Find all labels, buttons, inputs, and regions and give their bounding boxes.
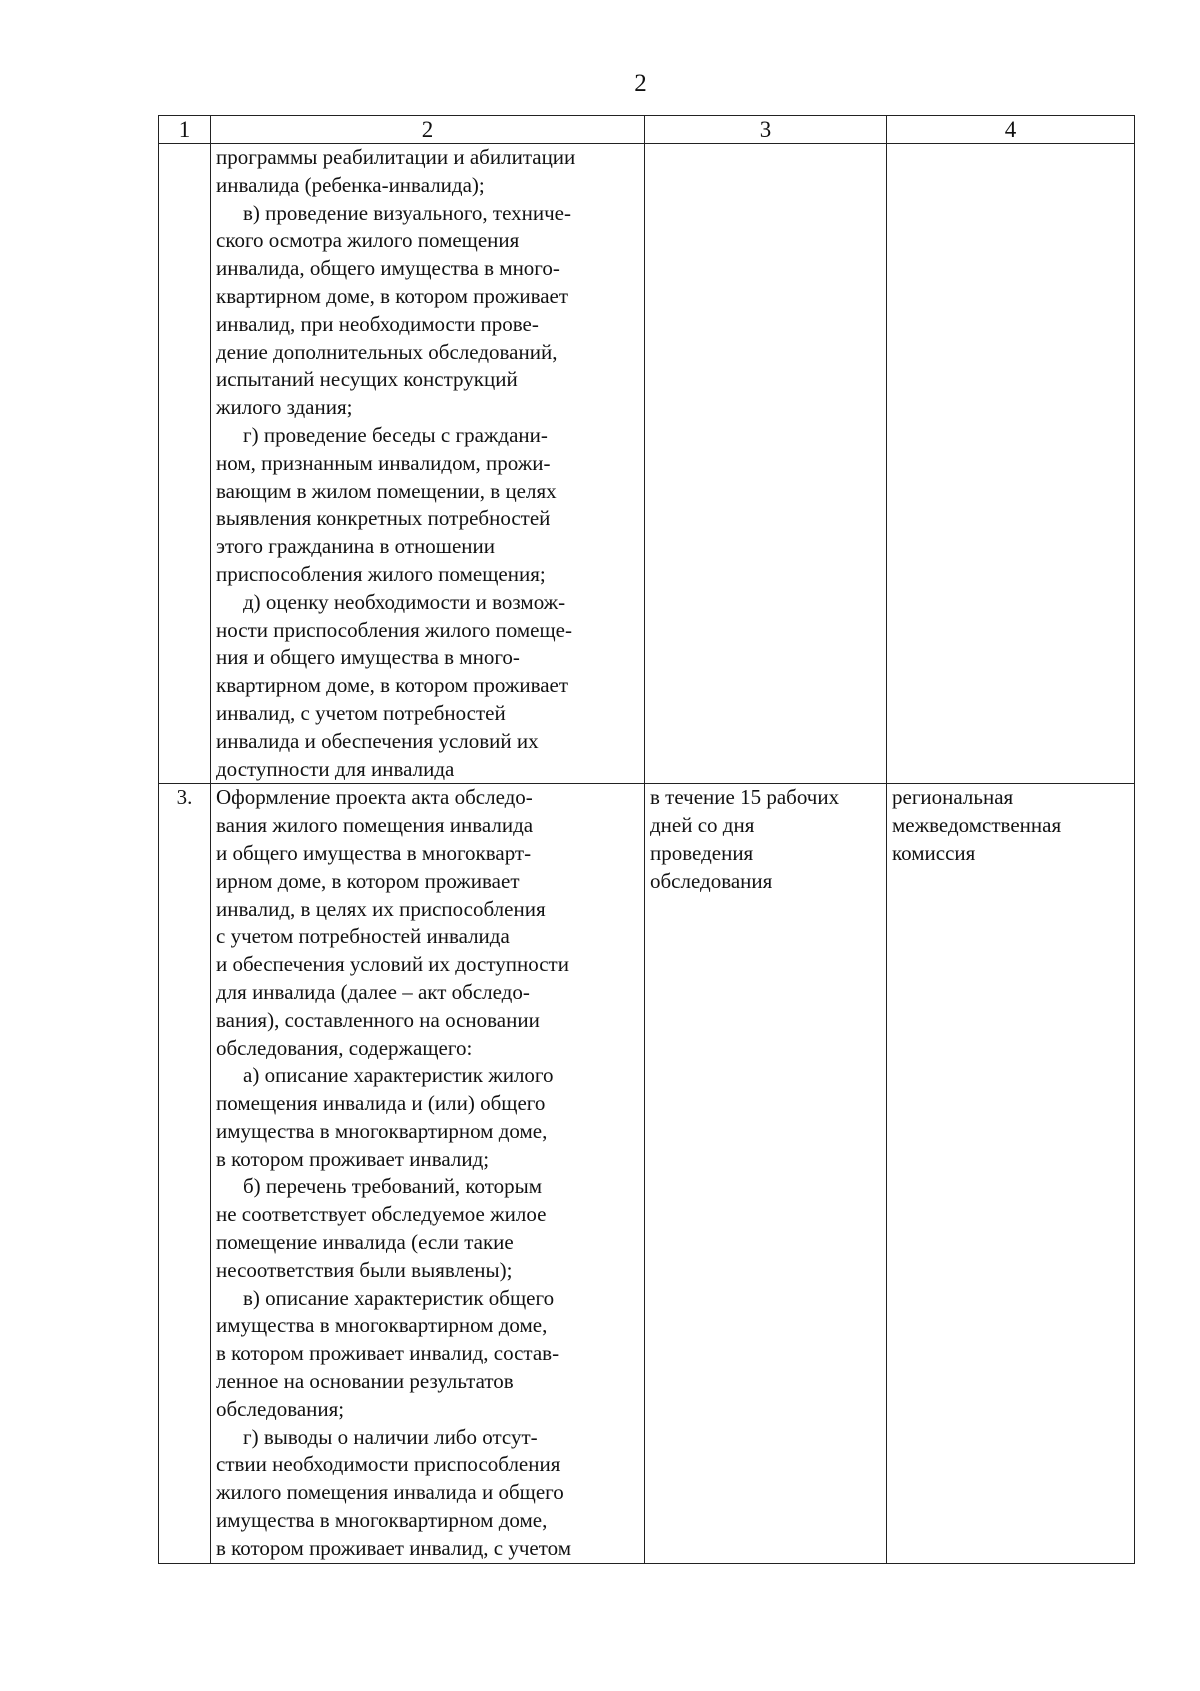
action-description [211,784,645,1563]
text-line: в) проведение визуального, техниче- [243,200,571,225]
header-col-2: 2 [211,116,645,144]
text-line: д) оценку необходимости и возмож- [243,589,566,614]
text-line: г) проведение беседы с граждани- [243,422,548,447]
header-col-4: 4 [887,116,1135,144]
text-line: г) выводы о наличии либо отсут- [243,1424,538,1449]
deadline-line: проведения [650,840,754,865]
text-line: ствии необходимости приспособления [216,1452,561,1477]
text-line: инвалида и обеспечения условий их [216,728,539,753]
action-description [211,144,645,784]
text-line: инвалида, общего имущества в много- [216,256,560,281]
deadline-cell [645,144,887,784]
text-line: Оформление проекта акта обследо- [216,785,533,810]
deadline-cell [645,784,887,1563]
text-line: ния и общего имущества в много- [216,645,520,670]
text-line: не соответствует обследуемое жилое [216,1202,547,1227]
row-number [159,144,211,784]
procedure-table [158,115,1135,1564]
text-line: инвалид, при необходимости прове- [216,311,539,336]
text-line: с учетом потребностей инвалида [216,924,510,949]
text-line: ности приспособления жилого помеще- [216,617,572,642]
text-line: а) описание характеристик жилого [243,1063,554,1088]
header-col-3: 3 [645,116,887,144]
text-line: ирном доме, в котором проживает [216,868,520,893]
page-number: 2 [634,70,647,97]
text-line: имущества в многоквартирном доме, [216,1118,548,1143]
text-line: этого гражданина в отношении [216,534,495,559]
deadline-line: обследования [650,868,773,893]
text-line: помещения инвалида и (или) общего [216,1091,546,1116]
text-line: инвалида (ребенка-инвалида); [216,172,485,197]
text-line: в котором проживает инвалид; [216,1146,490,1171]
text-line: б) перечень требований, которым [243,1174,543,1199]
responsible-line: региональная [892,785,1014,810]
text-line: вания), составленного на основании [216,1007,540,1032]
text-line: ского осмотра жилого помещения [216,228,520,253]
deadline-line: в течение 15 рабочих [650,785,840,810]
responsible-cell [887,784,1135,1563]
text-line: дение дополнительных обследований, [216,339,558,364]
text-line: инвалид, в целях их приспособления [216,896,546,921]
text-line: несоответствия были выявлены); [216,1257,513,1282]
text-line: в) описание характеристик общего [243,1285,555,1310]
text-line: жилого здания; [216,395,353,420]
text-line: жилого помещения инвалида и общего [216,1480,564,1505]
text-line: ленное на основании результатов [216,1369,514,1394]
text-line: выявления конкретных потребностей [216,506,551,531]
text-line: ном, признанным инвалидом, прожи- [216,450,551,475]
responsible-cell [887,144,1135,784]
text-line: и общего имущества в многокварт- [216,840,532,865]
text-line: вания жилого помещения инвалида [216,813,534,838]
text-line: испытаний несущих конструкций [216,367,518,392]
text-line: помещение инвалида (если такие [216,1230,514,1255]
text-line: имущества в многоквартирном доме, [216,1508,548,1533]
table-row [159,784,1135,1563]
text-line: квартирном доме, в котором проживает [216,283,569,308]
deadline-line: дней со дня [650,813,755,838]
text-line: имущества в многоквартирном доме, [216,1313,548,1338]
table-header-row [159,116,1135,144]
responsible-line: межведомственная [892,813,1062,838]
text-line: вающим в жилом помещении, в целях [216,478,557,503]
text-line: программы реабилитации и абилитации [216,145,576,169]
text-line: приспособления жилого помещения; [216,561,546,586]
text-line: обследования, содержащего: [216,1035,473,1060]
text-line: в котором проживает инвалид, состав- [216,1341,560,1366]
text-line: для инвалида (далее – акт обследо- [216,979,530,1004]
text-line: инвалид, с учетом потребностей [216,700,506,725]
text-line: квартирном доме, в котором проживает [216,673,569,698]
row-number: 3. [159,784,211,1563]
text-line: в котором проживает инвалид, с учетом [216,1535,572,1560]
text-line: доступности для инвалида [216,756,455,781]
header-col-1: 1 [159,116,211,144]
table-row [159,144,1135,784]
text-line: обследования; [216,1396,345,1421]
text-line: и обеспечения условий их доступности [216,952,569,977]
responsible-line: комиссия [892,840,976,865]
